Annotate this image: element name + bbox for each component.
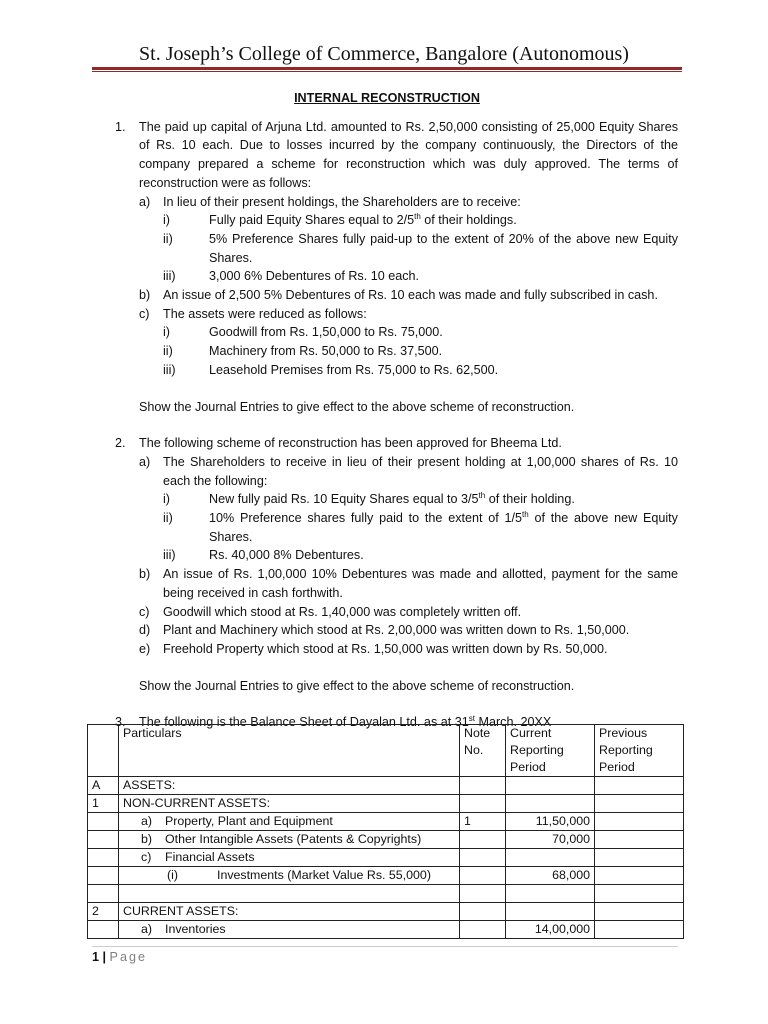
row-note bbox=[460, 867, 506, 885]
sub-sub-item-text: 3,000 6% Debentures of Rs. 10 each. bbox=[209, 269, 420, 284]
sub-sub-item-marker: i) bbox=[163, 325, 170, 340]
table-row bbox=[88, 777, 684, 795]
header-particulars: Particulars bbox=[119, 725, 460, 777]
row-code: A bbox=[88, 777, 119, 795]
document-title: INTERNAL RECONSTRUCTION bbox=[294, 91, 480, 105]
sub-sub-item bbox=[139, 230, 678, 267]
row-code bbox=[88, 849, 119, 867]
row-code bbox=[88, 831, 119, 849]
row-current: 70,000 bbox=[506, 831, 595, 849]
table-row bbox=[88, 813, 684, 831]
row-code: 1 bbox=[88, 795, 119, 813]
row-marker: (i) bbox=[167, 868, 179, 882]
table-row bbox=[88, 867, 684, 885]
sub-item-text: Plant and Machinery which stood at Rs. 2,00,000 was written down to Rs. 1,50,000. bbox=[163, 623, 630, 638]
header-previous: Previous Reporting Period bbox=[595, 725, 684, 777]
row-current: 68,000 bbox=[506, 867, 595, 885]
row-previous bbox=[595, 831, 684, 849]
ordinal-suffix: th bbox=[522, 509, 529, 519]
question-number: 2. bbox=[115, 436, 126, 451]
sub-item-marker: b) bbox=[139, 567, 151, 582]
table-row bbox=[88, 903, 684, 921]
sub-sub-item-marker: i) bbox=[163, 492, 170, 507]
row-particulars: c) Financial Assets bbox=[119, 849, 460, 867]
header-rule-thick bbox=[92, 67, 682, 70]
sub-item bbox=[139, 193, 678, 212]
row-current bbox=[506, 795, 595, 813]
header-rule-thin bbox=[92, 71, 682, 72]
row-current: 11,50,000 bbox=[506, 813, 595, 831]
row-code bbox=[88, 867, 119, 885]
sub-sub-item-text: Machinery from Rs. 50,000 to Rs. 37,500. bbox=[209, 344, 443, 359]
sub-sub-item bbox=[139, 361, 678, 380]
row-particulars bbox=[119, 885, 460, 903]
question-text: The following is the Balance Sheet of Dayalan Ltd. as at 31st March. 20XX bbox=[139, 714, 552, 730]
row-current bbox=[506, 777, 595, 795]
row-note: 1 bbox=[460, 813, 506, 831]
row-particulars: ASSETS: bbox=[119, 777, 460, 795]
row-current bbox=[506, 885, 595, 903]
table-header-row bbox=[88, 725, 684, 777]
ordinal-suffix: th bbox=[478, 491, 486, 501]
sub-sub-item-text: Rs. 40,000 8% Debentures. bbox=[209, 548, 364, 563]
row-particulars: a) Property, Plant and Equipment bbox=[119, 813, 460, 831]
table-row bbox=[88, 795, 684, 813]
row-current: 14,00,000 bbox=[506, 921, 595, 939]
question-text: The paid up capital of Arjuna Ltd. amounted to Rs. 2,50,000 consisting of 25,000 Equity Shares of Rs. 10 each. Due to losses incurred by the company continuously, the Directors of the company prepared a scheme for reconstruction which was duly approved. The terms of reconstruction were as follows: bbox=[139, 119, 678, 190]
sub-item-text: An issue of Rs. 1,00,000 10% Debentures was made and allotted, payment for the same being received in cash forthwith. bbox=[163, 567, 678, 600]
sub-sub-item-marker: ii) bbox=[163, 511, 173, 526]
sub-sub-item bbox=[139, 267, 678, 286]
sub-item-text: Goodwill which stood at Rs. 1,40,000 was completely written off. bbox=[163, 604, 522, 619]
sub-item bbox=[139, 640, 678, 659]
question-text: The following scheme of reconstruction has been approved for Bheema Ltd. bbox=[139, 436, 562, 451]
table-row bbox=[88, 831, 684, 849]
page-footer bbox=[92, 948, 147, 966]
sub-sub-item-text: New fully paid Rs. 10 Equity Shares equal to 3/5th of their holding. bbox=[209, 491, 575, 507]
table-row bbox=[88, 885, 684, 903]
sub-item-marker: c) bbox=[139, 306, 150, 321]
row-particulars: a) Inventories bbox=[119, 921, 460, 939]
sub-sub-item-marker: ii) bbox=[163, 231, 173, 246]
row-code bbox=[88, 885, 119, 903]
footer-rule bbox=[92, 946, 678, 947]
row-note bbox=[460, 921, 506, 939]
row-particulars: NON-CURRENT ASSETS: bbox=[119, 795, 460, 813]
row-previous bbox=[595, 921, 684, 939]
row-particulars: CURRENT ASSETS: bbox=[119, 903, 460, 921]
sub-sub-item-text: 10% Preference shares fully paid to the extent of 1/5th of the above new Equity Shares. bbox=[209, 509, 678, 544]
row-note bbox=[460, 885, 506, 903]
sub-item-marker: a) bbox=[139, 454, 151, 469]
balance-sheet-table bbox=[87, 724, 684, 939]
sub-sub-item bbox=[139, 342, 678, 361]
college-header: St. Joseph’s College of Commerce, Bangalore (Autonomous) bbox=[139, 43, 629, 65]
sub-item bbox=[139, 305, 678, 324]
sub-item-marker: c) bbox=[139, 604, 150, 619]
sub-item bbox=[139, 603, 678, 622]
row-previous bbox=[595, 903, 684, 921]
row-marker: b) bbox=[141, 832, 153, 846]
sub-sub-item-marker: ii) bbox=[163, 344, 173, 359]
sub-item bbox=[139, 453, 678, 490]
table-cell bbox=[88, 725, 119, 777]
sub-item-text: Freehold Property which stood at Rs. 1,50,000 was written down by Rs. 50,000. bbox=[163, 641, 608, 656]
question-instruction: Show the Journal Entries to give effect to the above scheme of reconstruction. bbox=[139, 678, 575, 693]
question-number: 3. bbox=[115, 715, 126, 730]
row-current bbox=[506, 849, 595, 867]
row-previous bbox=[595, 849, 684, 867]
sub-sub-item-marker: iii) bbox=[163, 269, 176, 284]
row-previous bbox=[595, 885, 684, 903]
sub-item-text: The assets were reduced as follows: bbox=[163, 306, 367, 321]
row-marker: a) bbox=[141, 814, 153, 828]
row-code bbox=[88, 921, 119, 939]
sub-sub-item-marker: i) bbox=[163, 213, 170, 228]
sub-item-marker: a) bbox=[139, 194, 151, 209]
row-particulars: b) Other Intangible Assets (Patents & Copyrights) bbox=[119, 831, 460, 849]
sub-sub-item-text: 5% Preference Shares fully paid-up to the extent of 20% of the above new Equity Shares. bbox=[209, 231, 678, 265]
sub-item-marker: e) bbox=[139, 641, 151, 656]
row-note bbox=[460, 795, 506, 813]
ordinal-suffix: th bbox=[414, 212, 421, 222]
row-current bbox=[506, 903, 595, 921]
row-marker: c) bbox=[141, 850, 152, 864]
row-note bbox=[460, 849, 506, 867]
sub-sub-item bbox=[139, 323, 678, 342]
row-note bbox=[460, 903, 506, 921]
question-instruction: Show the Journal Entries to give effect to the above scheme of reconstruction. bbox=[139, 399, 575, 414]
sub-sub-item bbox=[139, 211, 678, 230]
sub-item bbox=[139, 286, 678, 305]
sub-sub-item bbox=[139, 509, 678, 546]
table-row bbox=[88, 921, 684, 939]
sub-sub-item-text: Fully paid Equity Shares equal to 2/5th of their holdings. bbox=[209, 212, 517, 228]
sub-item-marker: b) bbox=[139, 288, 151, 303]
document-body bbox=[96, 89, 678, 732]
row-code bbox=[88, 813, 119, 831]
row-note bbox=[460, 777, 506, 795]
row-note bbox=[460, 831, 506, 849]
ordinal-suffix: st bbox=[468, 714, 475, 724]
sub-sub-item-marker: iii) bbox=[163, 362, 176, 377]
sub-item-text: In lieu of their present holdings, the Shareholders are to receive: bbox=[163, 194, 521, 209]
row-marker: a) bbox=[141, 922, 153, 936]
sub-sub-item-text: Goodwill from Rs. 1,50,000 to Rs. 75,000. bbox=[209, 325, 443, 340]
page-number: 1 bbox=[92, 950, 100, 964]
sub-sub-item-text: Leasehold Premises from Rs. 75,000 to Rs. 62,500. bbox=[209, 362, 499, 377]
sub-sub-item bbox=[139, 490, 678, 509]
row-previous bbox=[595, 777, 684, 795]
row-previous bbox=[595, 795, 684, 813]
question-1 bbox=[96, 118, 678, 380]
sub-sub-item-marker: iii) bbox=[163, 548, 176, 563]
sub-item bbox=[139, 621, 678, 640]
table-row bbox=[88, 849, 684, 867]
question-number: 1. bbox=[115, 119, 126, 134]
sub-item-marker: d) bbox=[139, 623, 151, 638]
row-particulars: (i) Investments (Market Value Rs. 55,000) bbox=[119, 867, 460, 885]
sub-item bbox=[139, 565, 678, 602]
footer-separator: | bbox=[102, 950, 107, 964]
header-note: Note No. bbox=[460, 725, 506, 777]
sub-sub-item bbox=[139, 546, 678, 565]
row-code: 2 bbox=[88, 903, 119, 921]
question-2 bbox=[96, 434, 678, 658]
sub-item-text: An issue of 2,500 5% Debentures of Rs. 10 each was made and fully subscribed in cash. bbox=[163, 288, 658, 303]
sub-item-text: The Shareholders to receive in lieu of their present holding at 1,00,000 shares of Rs. 10 each the following: bbox=[163, 454, 678, 488]
page-label: Page bbox=[109, 950, 147, 964]
header-current: Current Reporting Period bbox=[506, 725, 595, 777]
row-previous bbox=[595, 813, 684, 831]
row-previous bbox=[595, 867, 684, 885]
